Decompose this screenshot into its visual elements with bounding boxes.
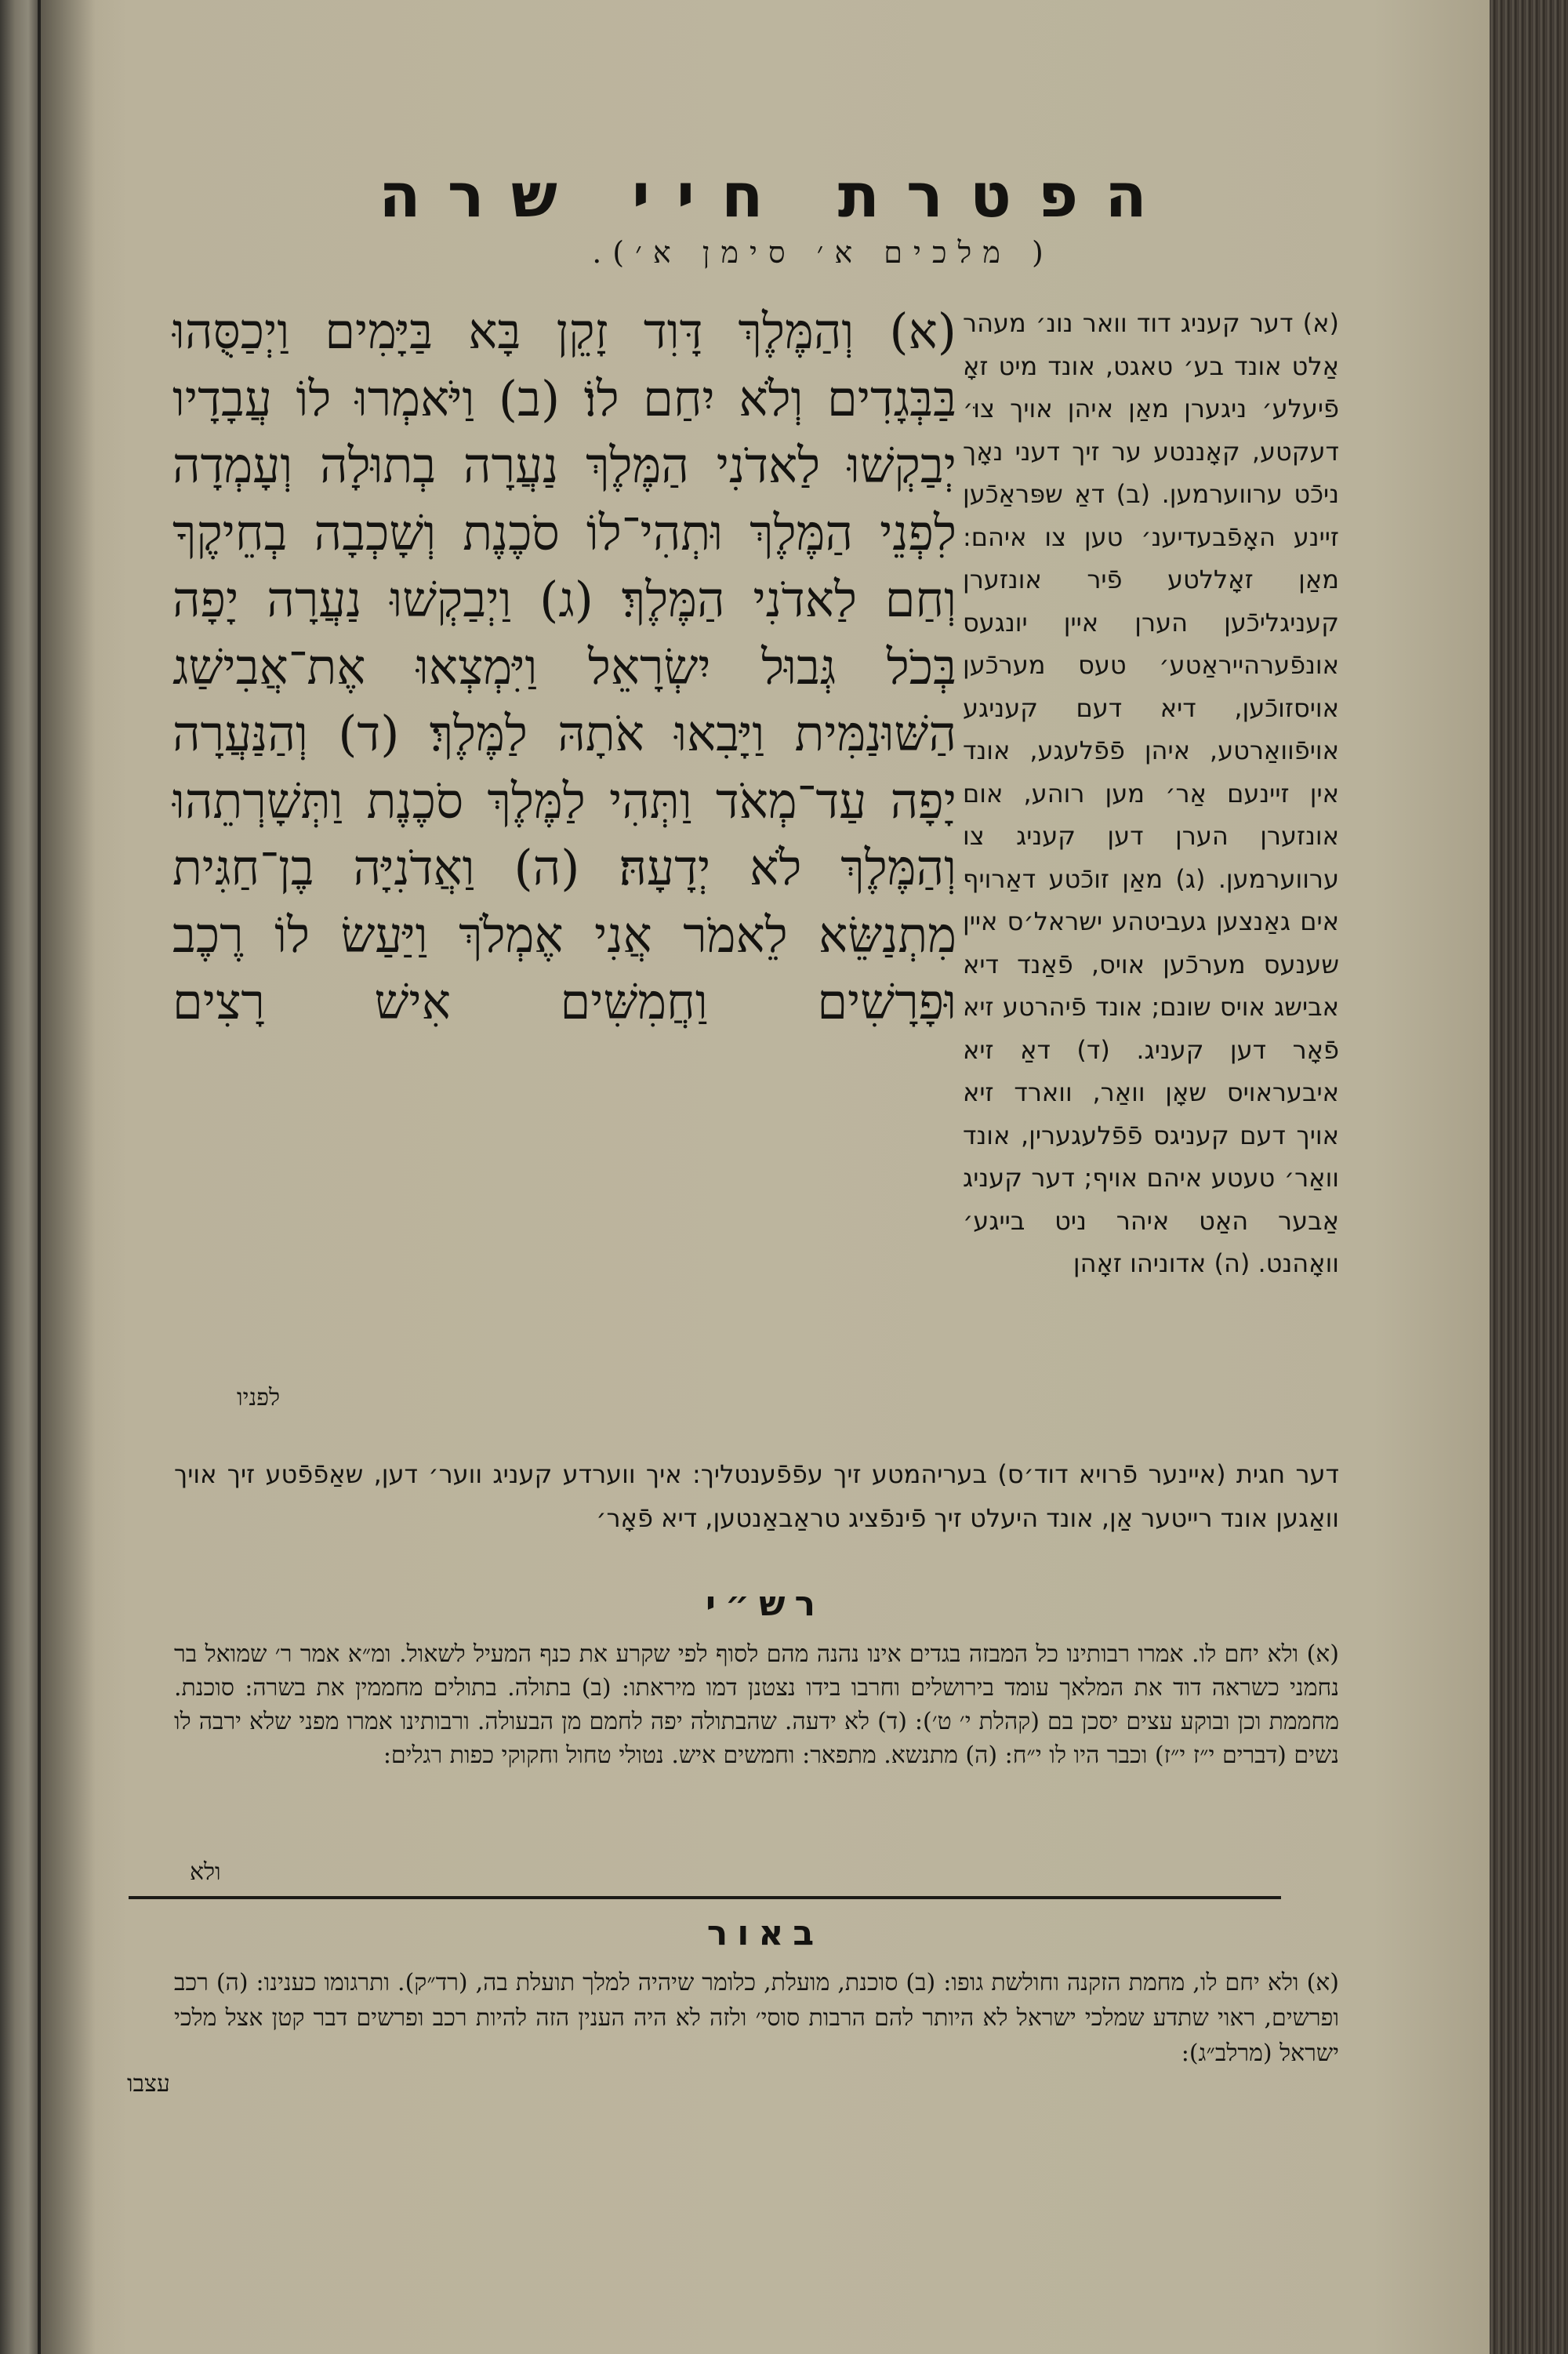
beur-text: (א) ולא יחם לו, מחמת הזקנה וחולשת גופו: (ב) סוכנת, מועלת, כלומר שיהיה למלך תועלת בה, (רד״ק). ותרגומו כענינו: (ה) רכב ופרשים, ראוי שתדע שמלכי ישראל לא היותר להם הרבות סוסי׳ ולזה לא היה הענין הזה להיות רכב ופרשים דבר קטן אצל מלכי ישראל (מרלב״ג):	[174, 1969, 1339, 2067]
translation-text: (א) דער קעניג דוד וואר נונ׳ מעהר אַלט אונד בע׳ טאגט, אונד מיט זאָ פֿיעלע׳ ניגערן מאַן איהן אויך צוּ׳ דעקטע, קאָננטע ער זיך דעני נאָך ניכֿט ערווערמען. (ב) דאַ שפּראַכֿען זיינע האָפֿבעדיענ׳ טען צו איהם: מאַן זאָללטע פֿיר אונזערן קעניגליכֿען הערן איין יונגעס אונפֿערהייראַטע׳ טעס מערכֿען אויסזוכֿען, דיא דעם קעניגע אויפֿוואַרטע, איהן פֿפֿלעגע, אונד אין זיינעם אַר׳ מען רוהע, אום אונזערן הערן דען קעניג צו ערווערמען. (ג) מאַן זוכֿטע דאַרויף אים גאַנצען געביטהע ישראל׳ס איין שענעס מערכֿען אויס, פֿאַנד דיא אבישג אויס שונם; אונד פֿיהרטע זיא פֿאָר דען קעניג. (ד) דאַ זיא איבעראויס שאָן וואַר, ווארד זיא אויך דעם קעניגס פֿפֿלעגערין, אונד וואַר׳ טעטע איהם אויף; דער קעניג אַבער האַט איהר ניט בייגע׳ וואָהנט. (ה) אדוניהו זאָהן	[963, 308, 1339, 1278]
main-text: (א) וְהַמֶּלֶךְ דָּוִד זָקֵן בָּא בַּיָּמִים וַיְכַסֻּהוּ בַּבְּגָדִים וְלֹא יִחַם לוֹ׃ (ב) וַיֹּאמְרוּ לוֹ עֲבָדָיו יְבַקְשׁוּ לַאדֹנִי הַמֶּלֶךְ נַעֲרָה בְתוּלָה וְעָמְדָה לִפְנֵי הַמֶּלֶךְ וּתְהִי־לוֹ סֹכֶנֶת וְשָׁכְבָה בְחֵיקֶךָ וְחַם לַאדֹנִי הַמֶּלֶךְ׃ (ג) וַיְבַקְשׁוּ נַעֲרָה יָפָה בְּכֹל גְּבוּל יִשְׂרָאֵל וַיִּמְצְאוּ אֶת־אֲבִישַׁג הַשּׁוּנַמִּית וַיָּבִאוּ אֹתָהּ לַמֶּלֶךְ׃ (ד) וְהַנַּעֲרָה יָפָה עַד־מְאֹד וַתְּהִי לַמֶּלֶךְ סֹכֶנֶת וַתְּשָׁרְתֵהוּ וְהַמֶּלֶךְ לֹא יְדָעָהּ׃ (ה) וַאֲדֹנִיָּה בֶן־חַגִּית מִתְנַשֵּׂא לֵאמֹר אֲנִי אֶמְלֹךְ וַיַּעַשׂ לוֹ רֶכֶב וּפָרָשִׁים וַחֲמִשִּׁים אִישׁ רָצִים	[172, 303, 956, 1030]
translation-column	[963, 302, 1339, 1285]
main-catchword: לפניו	[237, 1384, 281, 1411]
book-fore-edge	[1490, 0, 1568, 2354]
rashi-catchword: ולא	[190, 1858, 221, 1886]
main-text-column	[172, 298, 956, 1036]
beur-catchword: עצבו	[127, 2070, 170, 2098]
page-title: הפטרת חיי שרה	[379, 161, 1174, 231]
page-subtitle: ( מלכים א׳ סימן א׳).	[592, 235, 1054, 270]
rashi-text: (א) ולא יחם לו. אמרו רבותינו כל המבזה בגדים אינו נהנה מהם לסוף לפי שקרע את כנף המעיל לשאול. ומ״א אמר ר׳ שמואל בר נחמני כשראה דוד את המלאך עומד בירושלים וחרבו בידו נצטנן דמו מיראתו: (ב) בתולה. בתולים מחממין את בשרה: סוכנת. מחממת וכן ובוקע עצים יסכן בם (קהלת י׳ ט׳): (ד) לא ידעה. שהבתולה יפה לחמם מן הבעולה. ורבותינו אמרו מפני שלא ירבה לו נשים (דברים י״ז י״ז) וכבר היו לו י״ח: (ה) מתנשא. מתפאר: וחמשים איש. נטולי טחול וחקוקי כפות רגלים:	[174, 1640, 1339, 1769]
gutter-shadow	[41, 0, 96, 2354]
divider-rule	[129, 1896, 1281, 1899]
page	[41, 0, 1490, 2354]
beur-heading: באור	[706, 1913, 824, 1953]
rashi-heading: רש״י	[705, 1584, 826, 1624]
previous-page-edge	[0, 0, 38, 2354]
translation-continuation: דער חגית (איינער פֿרויא דוד׳ס) בעריהמטע זיך עפֿפֿענטליך: איך ווערדע קעניג ווער׳ דען, שאַפֿפֿטע זיך אויך וואַגען אונד רייטער אַן, אונד היעלט זיך פֿינפֿציג טראַבאַנטען, דיא פֿאָר׳	[174, 1459, 1339, 1533]
